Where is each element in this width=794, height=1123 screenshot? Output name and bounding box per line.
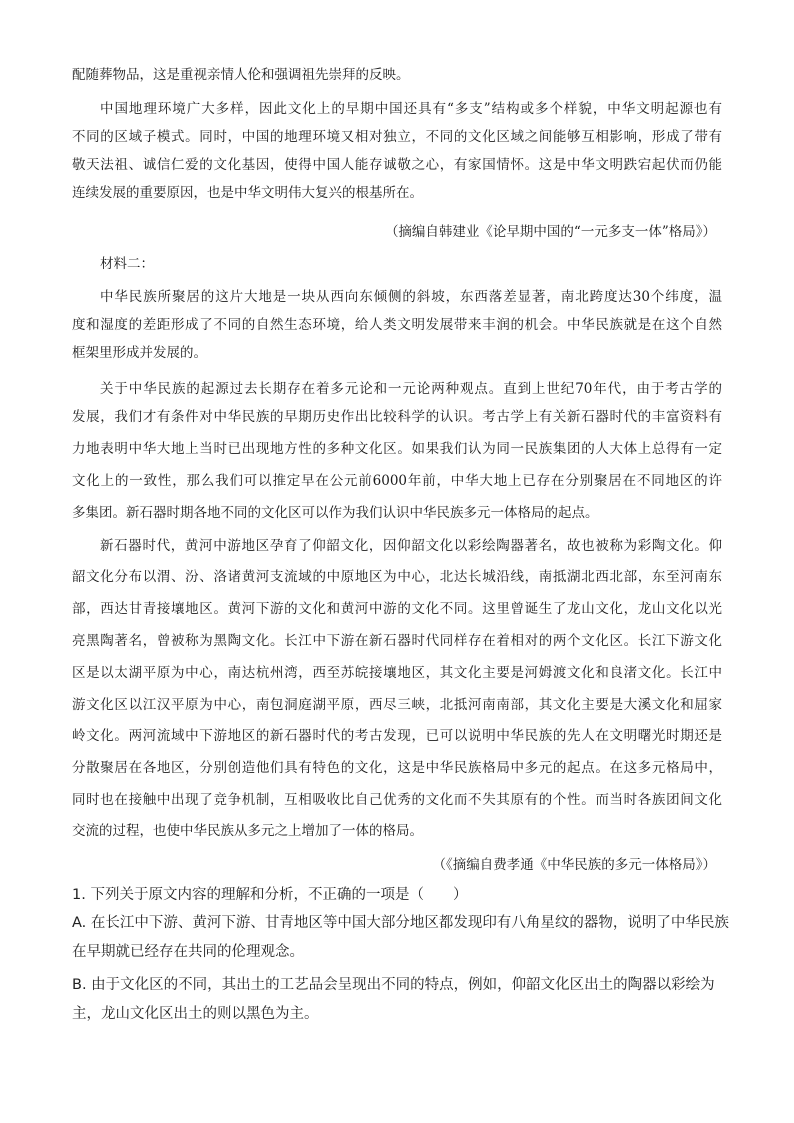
option-a-line-2[interactable]: 在早期就已经存在共同的伦理观念。 bbox=[72, 944, 304, 960]
source-citation-2: （《摘编自费孝通《中华民族的多元一体格局》） bbox=[432, 857, 716, 873]
paragraph-line: 同时也在接触中出现了竞争机制，互相吸收比自己优秀的文化而不失其原有的个性。而当时各族团间文化 bbox=[72, 792, 722, 808]
source-citation-1: （摘编自韩建业《论早期中国的“一元多支一体”格局》） bbox=[384, 224, 716, 240]
question-stem: 1. 下列关于原文内容的理解和分析，不正确的一项是（ ） bbox=[72, 887, 468, 903]
paragraph-line: 度和湿度的差距形成了不同的自然生态环境，给人类文明发展带来丰润的机会。中华民族就是在这个自然 bbox=[72, 317, 722, 333]
paragraph-line: 文化上的一致性，那么我们可以推定早在公元前6000年前，中华大地上已存在分别聚居在不同地区的许 bbox=[72, 473, 722, 489]
option-b-line-1[interactable]: B. 由于文化区的不同，其出土的工艺品会呈现出不同的特点，例如，仰韶文化区出土的陶器以彩绘为 bbox=[72, 977, 715, 993]
paragraph-line: 连续发展的重要原因，也是中华文明伟大复兴的根基所在。 bbox=[72, 185, 423, 201]
paragraph-line: 敬天法祖、诚信仁爱的文化基因，使得中国人能存诚敬之心，有家国情怀。这是中华文明跌宕起伏而仍能 bbox=[72, 157, 722, 173]
paragraph-line: 韶文化分布以渭、汾、洛诸黄河支流域的中原地区为中心，北达长城沿线，南抵湖北西北部，东至河南东 bbox=[72, 569, 722, 585]
material-2-label: 材料二： bbox=[100, 256, 154, 272]
paragraph-line: 力地表明中华大地上当时已出现地方性的多种文化区。如果我们认为同一民族集团的人大体上总得有一定 bbox=[72, 441, 722, 457]
paragraph-line: 新石器时代，黄河中游地区孕育了仰韶文化，因仰韶文化以彩绘陶器著名，故也被称为彩陶文化。仰 bbox=[100, 538, 722, 554]
paragraph-line: 框架里形成并发展的。 bbox=[72, 345, 207, 361]
option-b-line-2[interactable]: 主，龙山文化区出土的则以黑色为主。 bbox=[72, 1006, 319, 1022]
paragraph-line: 中国地理环境广大多样，因此文化上的早期中国还具有“多支”结构或多个样貌，中华文明起源也有 bbox=[100, 101, 722, 117]
option-a-line-1[interactable]: A. 在长江中下游、黄河下游、甘青地区等中国大部分地区都发现印有八角星纹的器物，说明了中华民族 bbox=[72, 915, 729, 931]
paragraph-line: 岭文化。两河流域中下游地区的新石器时代的考古发现，已可以说明中华民族的先人在文明曙光时期还是 bbox=[72, 728, 722, 744]
intro-tail-line: 配随葬物品，这是重视亲情人伦和强调祖先崇拜的反映。 bbox=[72, 67, 410, 83]
paragraph-line: 发展，我们才有条件对中华民族的早期历史作出比较科学的认识。考古学上有关新石器时代的丰富资料有 bbox=[72, 409, 722, 425]
paragraph-line: 关于中华民族的起源过去长期存在着多元论和一元论两种观点。直到上世纪70年代，由于考古学的 bbox=[100, 381, 722, 397]
paragraph-line: 分散聚居在各地区，分别创造他们具有特色的文化，这是中华民族格局中多元的起点。在这多元格局中， bbox=[72, 760, 722, 776]
paragraph-line: 多集团。新石器时期各地不同的文化区可以作为我们认识中华民族多元一体格局的起点。 bbox=[72, 505, 599, 521]
paragraph-line: 区是以太湖平原为中心，南达杭州湾，西至苏皖接壤地区，其文化主要是河姆渡文化和良渚文化。长江中 bbox=[72, 665, 722, 681]
paragraph-line: 不同的区域子模式。同时，中国的地理环境又相对独立，不同的文化区域之间能够互相影响，形成了带有 bbox=[72, 129, 722, 145]
paragraph-line: 中华民族所聚居的这片大地是一块从西向东倾侧的斜坡，东西落差显著，南北跨度达30个纬度，温 bbox=[100, 289, 722, 305]
paragraph-line: 游文化区以江汉平原为中心，南包洞庭湖平原，西尽三峡，北抵河南南部，其文化主要是大溪文化和屈家 bbox=[72, 697, 722, 713]
paragraph-line: 交流的过程，也使中华民族从多元之上增加了一体的格局。 bbox=[72, 823, 423, 839]
paragraph-line: 部，西达甘青接壤地区。黄河下游的文化和黄河中游的文化不同。这里曾诞生了龙山文化，龙山文化以光 bbox=[72, 601, 722, 617]
paragraph-line: 亮黑陶著名，曾被称为黑陶文化。长江中下游在新石器时代同样存在着相对的两个文化区。长江下游文化 bbox=[72, 633, 722, 649]
